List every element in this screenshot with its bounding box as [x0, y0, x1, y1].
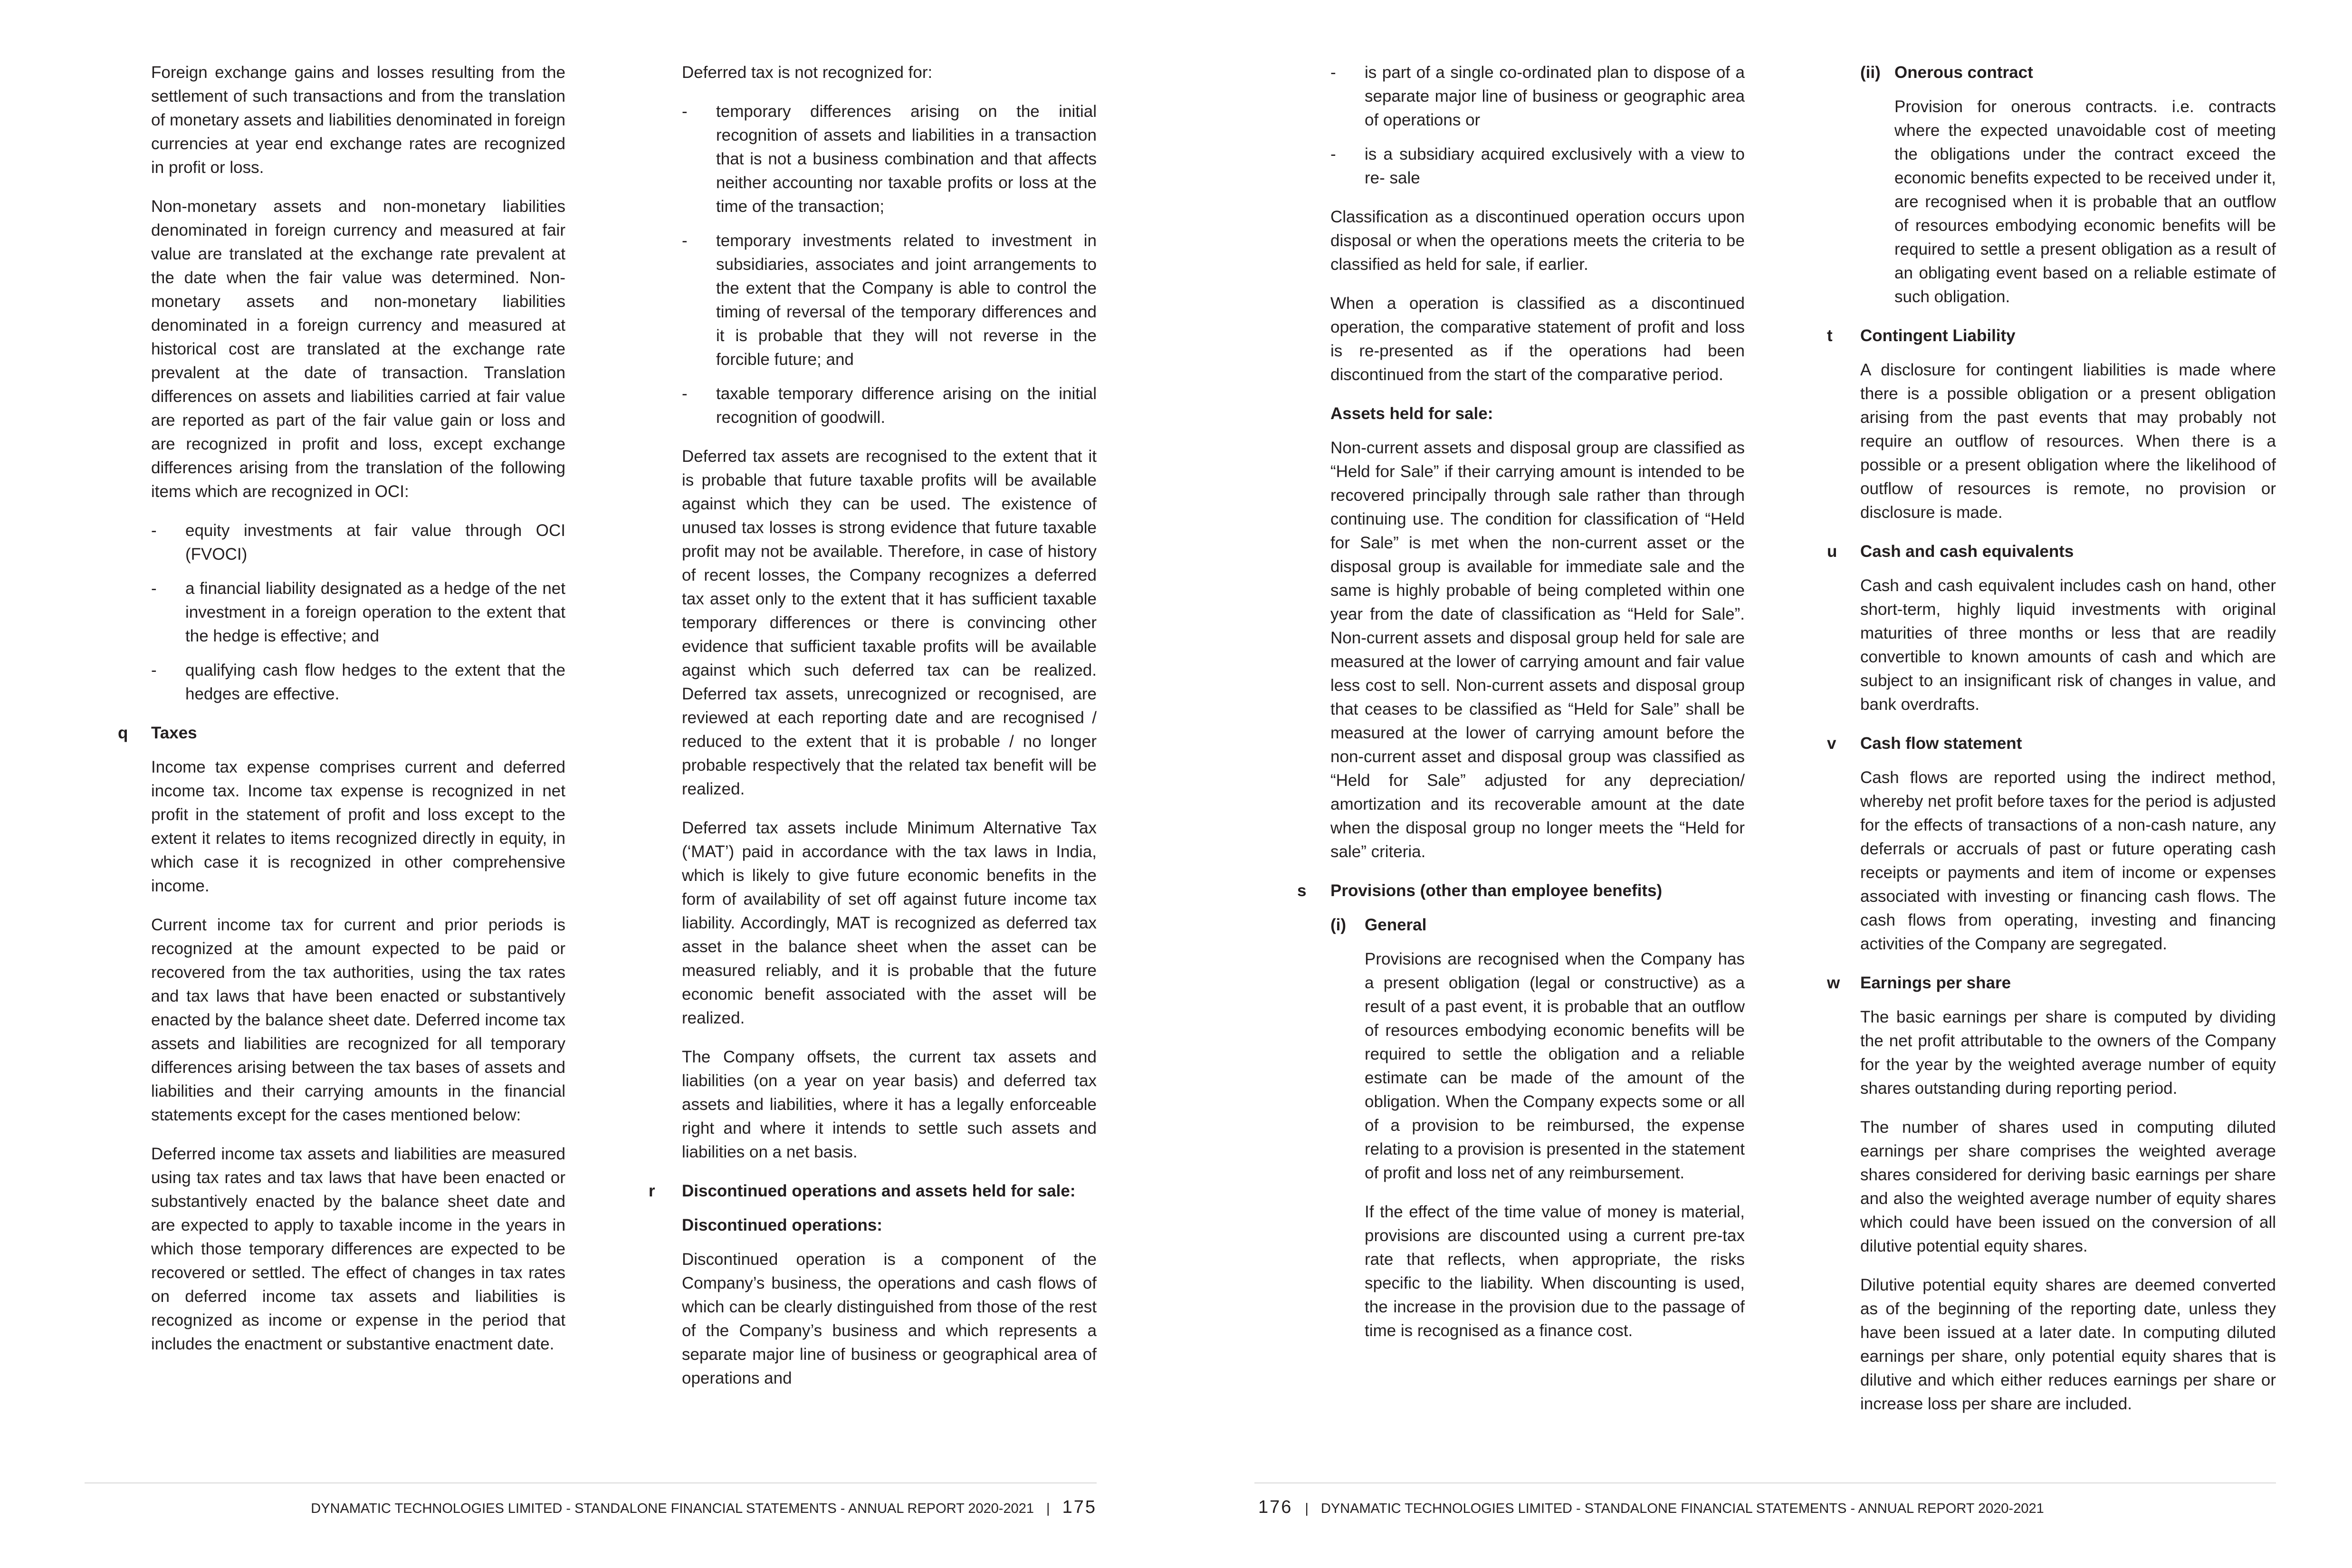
section-title: Discontinued operations and assets held for sale:	[682, 1182, 1076, 1200]
footer-divider	[1254, 1482, 2276, 1483]
section-heading-earnings-per-share	[1827, 971, 2276, 995]
section-title: Cash flow statement	[1860, 734, 2022, 753]
list-item: - is a subsidiary acquired exclusively with a view to re- sale	[1330, 143, 1745, 190]
paragraph: Discontinued operation is a component of the Company’s business, the operations and cash flows of which can be clearly distinguished from those of the rest of the Company’s business and which represents a separate major line of business or geographical area of operations and	[682, 1250, 1097, 1387]
paragraph: Non-current assets and disposal group are classified as “Held for Sale” if their carrying amount is intended to be recovered principally through sale rather than through continuing use. The condition for classification of “Held for Sale” is met when the non-current asset or the disposal group is available for immediate sale and the same is highly probable of being completed within one year from the date of classification as “Held for Sale”. Non-current assets and disposal group held for sale are measured at the lower of carrying amount and fair value less cost to sell. Non-current assets and disposal group that ceases to be classified as “Held for Sale” shall be measured at the lower of carrying amount before the non-current asset and disposal group was classified as “Held for Sale” adjusted for any depreciation/ amortization and its recoverable amount at the date when the disposal group no longer meets the “Held for sale” criteria.	[1330, 439, 1745, 861]
footer-separator: |	[1305, 1501, 1309, 1516]
column-2	[649, 61, 1097, 1405]
section-letter: u	[1827, 542, 1837, 561]
column-1	[118, 61, 565, 1371]
list-item: - temporary investments related to investment in subsidiaries, associates and joint arrangements to the extent that the Company is able to control the timing of reversal of the temporary differences and it is probable that they will not reverse in the forcible future; and	[682, 229, 1097, 372]
page-number: 176	[1258, 1497, 1293, 1517]
column-3	[1297, 61, 1745, 1358]
bullet-list	[1330, 61, 1745, 190]
section-title: Provisions (other than employee benefits)	[1330, 881, 1663, 900]
subsection-number: (i)	[1330, 916, 1347, 934]
section-heading-taxes	[118, 721, 565, 745]
footer-text: DYNAMATIC TECHNOLOGIES LIMITED - STANDALONE FINANCIAL STATEMENTS - ANNUAL REPORT 2020-2021	[1320, 1501, 2044, 1516]
paragraph: Provisions are recognised when the Company has a present obligation (legal or constructive) as a result of a past event, it is probable that an outflow of resources embodying economic benefits will be required to settle the obligation and a reliable estimate can be made of the amount of the obligation. When the Company expects some or all of a provision to be reimbursed, the expense relating to a provision is presented in the statement of profit and loss net of any reimbursement.	[1365, 950, 1745, 1182]
page-number: 175	[1062, 1497, 1097, 1517]
section-heading-discontinued-operations	[649, 1179, 1097, 1203]
paragraph: Non-monetary assets and non-monetary liabilities denominated in foreign currency and measured at fair value are translated at the exchange rate prevalent at the date when the fair value was determined. Non-monetary assets and non-monetary liabilities denominated in a foreign currency and measured at historical cost are translated at the exchange rate prevalent at the date of transaction. Translation differences on assets and liabilities carried at fair value are reported as part of the fair value gain or loss and are recognized in profit and loss, except exchange differences arising from the translation of the following items which are recognized in OCI:	[151, 197, 565, 501]
subheading: Assets held for sale:	[1330, 404, 1493, 423]
paragraph: Cash flows are reported using the indirect method, whereby net profit before taxes for the period is adjusted for the effects of transactions of a non-cash nature, any deferrals or accruals of past or future operating cash receipts or payments and item of income or expenses associated with investing or financing cash flows. The cash flows from operating, investing and financing activities of the Company are segregated.	[1860, 768, 2276, 953]
footer-divider	[85, 1482, 1097, 1483]
section-title: Taxes	[151, 724, 197, 742]
subsection-heading-general	[1330, 913, 1745, 937]
section-letter: r	[649, 1182, 655, 1200]
list-item: - equity investments at fair value through OCI (FVOCI)	[151, 519, 565, 566]
section-heading-provisions	[1297, 879, 1745, 903]
list-item: - taxable temporary difference arising on the initial recognition of goodwill.	[682, 382, 1097, 430]
paragraph: The number of shares used in computing diluted earnings per share comprises the weighted average shares considered for deriving basic earnings per share and also the weighted average number of equity shares which could have been issued on the conversion of all dilutive potential equity shares.	[1860, 1118, 2276, 1255]
paragraph: Provision for onerous contracts. i.e. contracts where the expected unavoidable cost of meeting the obligations under the contract exceed the economic benefits expected to be received under it, are recognised when it is probable that an outflow of resources embodying economic benefits will be required to settle a present obligation as a result of an obligating event based on a reliable estimate of such obligation.	[1894, 97, 2276, 306]
paragraph: When a operation is classified as a discontinued operation, the comparative statement of profit and loss is re-presented as if the operations had been discontinued from the start of the comparative period.	[1330, 294, 1745, 384]
section-letter: q	[118, 724, 128, 742]
section-heading-cash-flow-statement	[1827, 732, 2276, 755]
list-item: - temporary differences arising on the initial recognition of assets and liabilities in a transaction that is not a business combination and that affects neither accounting nor taxable profits or loss at the time of the transaction;	[682, 100, 1097, 219]
footer-right	[1258, 1498, 2044, 1518]
list-item: - is part of a single co-ordinated plan to dispose of a separate major line of business or geographic area of operations or	[1330, 61, 1745, 132]
section-letter: t	[1827, 326, 1833, 345]
section-title: Cash and cash equivalents	[1860, 542, 2074, 561]
section-title: Earnings per share	[1860, 974, 2011, 992]
paragraph: Dilutive potential equity shares are deemed converted as of the beginning of the reporting date, unless they have been issued at a later date. In computing diluted earnings per share, only potential equity shares that is dilutive and which either reduces earnings per share or increase loss per share are included.	[1860, 1276, 2276, 1413]
bullet-list	[682, 100, 1097, 430]
paragraph: Deferred tax is not recognized for:	[682, 63, 933, 82]
paragraph: Current income tax for current and prior periods is recognized at the amount expected to be paid or recovered from the tax authorities, using the tax rates and tax laws that have been enacted or substantively enacted by the balance sheet date. Deferred income tax assets and liabilities are recognized for all temporary differences arising between the tax bases of assets and liabilities and their carrying amounts in the financial statements except for the cases mentioned below:	[151, 916, 565, 1124]
section-heading-contingent-liability	[1827, 324, 2276, 348]
section-letter: v	[1827, 734, 1836, 753]
subsection-title: Onerous contract	[1894, 63, 2033, 82]
subheading: Discontinued operations:	[682, 1216, 882, 1234]
subsection-title: General	[1365, 916, 1427, 934]
list-item: - qualifying cash flow hedges to the extent that the hedges are effective.	[151, 659, 565, 706]
paragraph: Foreign exchange gains and losses resulting from the settlement of such transactions and from the translation of monetary assets and liabilities denominated in foreign currencies at year end exchange rates are recognized in profit or loss.	[151, 63, 565, 177]
paragraph: If the effect of the time value of money is material, provisions are discounted using a current pre-tax rate that reflects, when appropriate, the risks specific to the liability. When discounting is used, the increase in the provision due to the passage of time is recognised as a finance cost.	[1365, 1203, 1745, 1340]
footer-left	[311, 1498, 1097, 1518]
paragraph: Deferred tax assets include Minimum Alternative Tax (‘MAT’) paid in accordance with the tax laws in India, which is likely to give future economic benefits in the form of availability of set off against future income tax liability. Accordingly, MAT is recognized as deferred tax asset in the balance sheet when the asset can be measured reliably, and it is probable that the future economic benefit associated with the asset will be realized.	[682, 819, 1097, 1027]
paragraph: Cash and cash equivalent includes cash on hand, other short-term, highly liquid investments with original maturities of three months or less that are readily convertible to known amounts of cash and which are subject to an insignificant risk of changes in value, and bank overdrafts.	[1860, 576, 2276, 714]
footer-text: DYNAMATIC TECHNOLOGIES LIMITED - STANDALONE FINANCIAL STATEMENTS - ANNUAL REPORT 2020-2021	[311, 1501, 1034, 1516]
section-letter: w	[1827, 974, 1840, 992]
paragraph: Classification as a discontinued operation occurs upon disposal or when the operations meets the criteria to be classified as held for sale, if earlier.	[1330, 208, 1745, 274]
paragraph: Income tax expense comprises current and deferred income tax. Income tax expense is recognized in net profit in the statement of profit and loss except to the extent it relates to items recognized directly in equity, in which case it is recognized in other comprehensive income.	[151, 758, 565, 895]
list-item: - a financial liability designated as a hedge of the net investment in a foreign operation to the extent that the hedge is effective; and	[151, 577, 565, 648]
section-title: Contingent Liability	[1860, 326, 2016, 345]
subsection-body	[1365, 947, 1745, 1343]
subsection-number: (ii)	[1860, 63, 1881, 82]
paragraph: The basic earnings per share is computed by dividing the net profit attributable to the owners of the Company for the year by the weighted average number of equity shares outstanding during reporting period.	[1860, 1008, 2276, 1098]
footer-separator: |	[1046, 1501, 1050, 1516]
paragraph: A disclosure for contingent liabilities is made where there is a possible obligation or a present obligation arising from the past events that may probably not require an outflow of resources. When there is a possible or a present obligation where the likelihood of outflow of resources is remote, no provision or disclosure is made.	[1860, 361, 2276, 522]
paragraph: The Company offsets, the current tax assets and liabilities (on a year on year basis) and deferred tax assets and liabilities, where it has a legally enforceable right and where it intends to settle such assets and liabilities on a net basis.	[682, 1048, 1097, 1161]
subsection-heading-onerous-contract	[1860, 61, 2276, 85]
section-heading-cash-equivalents	[1827, 540, 2276, 564]
subsection-body	[1894, 95, 2276, 309]
paragraph: Deferred tax assets are recognised to the extent that it is probable that future taxable profits will be available against which they can be used. The existence of unused tax losses is strong evidence that future taxable profit may not be available. Therefore, in case of history of recent losses, the Company recognizes a deferred tax asset only to the extent that it has sufficient taxable temporary differences or there is convincing other evidence that sufficient taxable profits will be available against which such deferred tax can be realized. Deferred tax assets, unrecognized or recognised, are reviewed at each reporting date and are recognised / reduced to the extent that it is probable / no longer probable respectively that the related tax benefit will be realized.	[682, 447, 1097, 798]
bullet-list	[151, 519, 565, 706]
section-letter: s	[1297, 881, 1307, 900]
paragraph: Deferred income tax assets and liabilities are measured using tax rates and tax laws that have been enacted or substantively enacted by the balance sheet date and are expected to apply to taxable income in the years in which those temporary differences are expected to be recovered or settled. The effect of changes in tax rates on deferred income tax assets and liabilities is recognized as income or expense in the period that includes the enactment or substantive enactment date.	[151, 1145, 565, 1353]
column-4	[1827, 61, 2276, 1431]
